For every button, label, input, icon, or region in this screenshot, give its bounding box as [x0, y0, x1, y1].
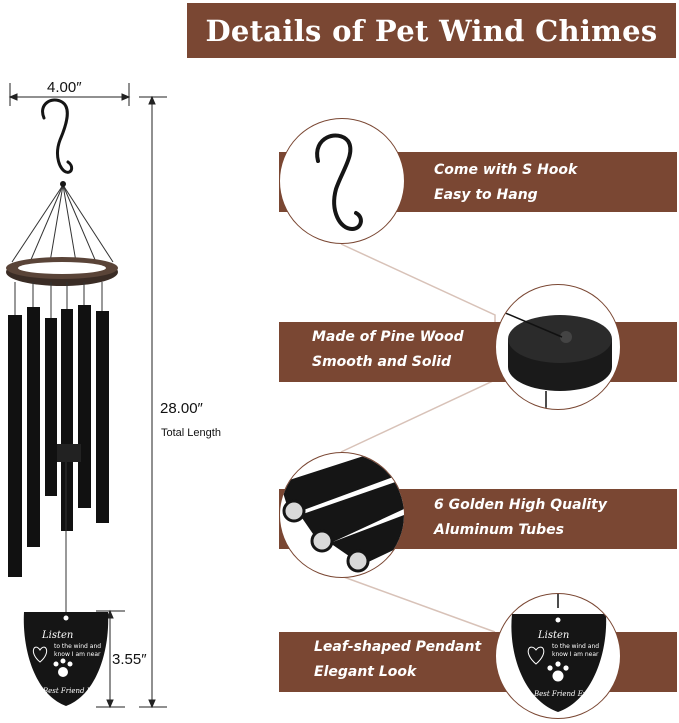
wood-disc-icon — [496, 285, 620, 409]
feature-hook-line-1: Come with S Hook — [434, 162, 578, 178]
width-label: 4.00″ — [47, 79, 82, 96]
feature-wood-line-1: Made of Pine Wood — [312, 329, 464, 345]
feature-hook-line-2: Easy to Hang — [434, 187, 538, 203]
pendant-line-1: to the wind and — [54, 643, 102, 650]
pendant-detail-signature: Best Friend Ever — [534, 690, 595, 698]
s-hook-icon — [43, 100, 72, 172]
pendant-line-2: know I am near — [54, 651, 101, 658]
length-caption: Total Length — [161, 427, 221, 439]
tubes-icon — [280, 453, 404, 577]
pendant-detail-circle — [495, 593, 621, 719]
length-label: 28.00″ — [160, 400, 203, 417]
hook-detail-circle — [279, 118, 405, 244]
suspension-strings — [12, 185, 113, 262]
s-hook-detail-icon — [280, 119, 404, 243]
pendant-detail-line-2: know I am near — [552, 651, 599, 658]
pendant-signature: Best Friend Ever — [43, 687, 104, 695]
tubes-illustration — [8, 305, 109, 577]
tubes-detail-circle — [279, 452, 405, 578]
feature-wood-line-2: Smooth and Solid — [312, 354, 452, 370]
wood-ring-icon — [6, 257, 118, 286]
pendant-detail-heading: Listen — [538, 630, 570, 641]
feature-pendant-line-1: Leaf-shaped Pendant — [314, 639, 482, 655]
page-title: Details of Pet Wind Chimes — [205, 13, 658, 48]
feature-pendant-line-2: Elegant Look — [314, 664, 417, 680]
pendant-illustration — [24, 612, 108, 706]
feature-tubes-line-2: Aluminum Tubes — [434, 522, 564, 538]
pendant-size-label: 3.55″ — [112, 651, 147, 668]
pendant-icon — [496, 594, 620, 718]
feature-tubes-line-1: 6 Golden High Quality — [434, 497, 607, 513]
pendant-detail-line-1: to the wind and — [552, 643, 600, 650]
wood-detail-circle — [495, 284, 621, 410]
pendant-heading: Listen — [42, 630, 74, 641]
